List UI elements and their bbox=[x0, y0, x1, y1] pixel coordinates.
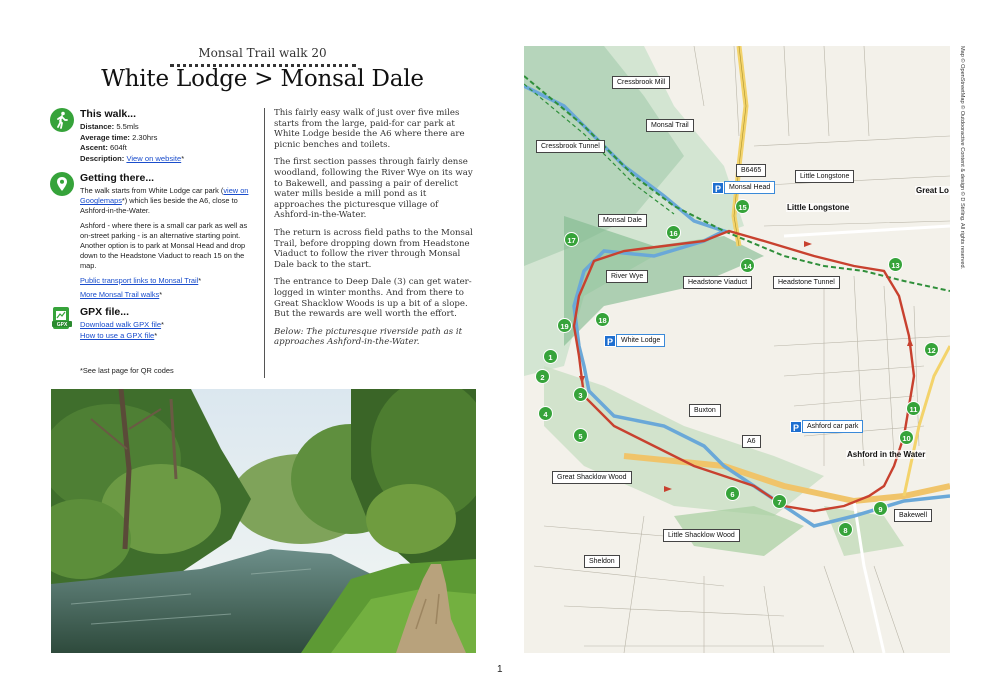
ascent-label: Ascent: bbox=[80, 143, 108, 152]
waypoint-5: 5 bbox=[573, 428, 588, 443]
view-on-website-link[interactable]: View on website bbox=[126, 153, 182, 163]
download-star: * bbox=[161, 320, 165, 330]
download-gpx-link[interactable]: Download walk GPX file bbox=[80, 320, 162, 330]
distance-label: Distance: bbox=[80, 122, 115, 131]
label-ashford-car-park: Ashford car park bbox=[802, 420, 863, 433]
page-title: White Lodge > Monsal Dale bbox=[101, 66, 424, 92]
label-headstone-viaduct: Headstone Viaduct bbox=[683, 276, 752, 289]
waypoint-1: 1 bbox=[543, 349, 558, 364]
transport-row bbox=[80, 276, 255, 286]
label-monsal-trail: Monsal Trail bbox=[646, 119, 694, 132]
svg-text:GPX: GPX bbox=[56, 322, 68, 329]
ascent-row bbox=[80, 143, 255, 154]
label-cressbrook-tunnel: Cressbrook Tunnel bbox=[536, 140, 605, 153]
series-title: Monsal Trail walk 20 bbox=[198, 46, 327, 60]
waypoint-19: 19 bbox=[557, 318, 572, 333]
parking-white-lodge bbox=[604, 334, 665, 347]
waypoint-8: 8 bbox=[838, 522, 853, 537]
getting-there-para-2: Ashford - where there is a small car park as well as on-street parking - is an alternative starting point. Another option is to park at Monsal Head and drop down to the Headstone Viaduct to reach 15 on the map. bbox=[80, 220, 248, 271]
column-divider bbox=[264, 108, 265, 378]
label-buxton: Buxton bbox=[689, 404, 721, 417]
label-white-lodge: White Lodge bbox=[616, 334, 665, 347]
label-great-shacklow-wood: Great Shacklow Wood bbox=[552, 471, 632, 484]
label-little-shacklow-wood: Little Shacklow Wood bbox=[663, 529, 740, 542]
waypoint-13: 13 bbox=[888, 257, 903, 272]
description-star: * bbox=[181, 153, 185, 163]
waypoint-6: 6 bbox=[725, 486, 740, 501]
waypoint-14: 14 bbox=[740, 258, 755, 273]
waypoint-15: 15 bbox=[735, 199, 750, 214]
label-headstone-tunnel: Headstone Tunnel bbox=[773, 276, 840, 289]
label-river-wye: River Wye bbox=[606, 270, 648, 283]
public-transport-link[interactable]: Public transport links to Monsal Trail bbox=[80, 275, 199, 285]
waypoint-12: 12 bbox=[924, 342, 939, 357]
label-cressbrook-mill: Cressbrook Mill bbox=[612, 76, 670, 89]
route-map[interactable] bbox=[524, 46, 950, 653]
page-number: 1 bbox=[497, 664, 503, 675]
riverside-photo bbox=[51, 389, 476, 653]
map-credit-text: Map © OpenStreetMap © Outdooractive Content & design © D Stirling. All rights reserved. bbox=[959, 46, 965, 270]
parking-ashford bbox=[790, 420, 863, 433]
waypoint-18: 18 bbox=[595, 312, 610, 327]
waypoint-3: 3 bbox=[573, 387, 588, 402]
howto-star: * bbox=[154, 330, 158, 340]
parking-monsal-head bbox=[712, 181, 775, 194]
more-walks-link[interactable]: More Monsal Trail walks bbox=[80, 289, 160, 299]
place-ashford: Ashford in the Water bbox=[847, 450, 926, 459]
this-walk-heading: This walk... bbox=[80, 108, 137, 120]
waypoint-11: 11 bbox=[906, 401, 921, 416]
gpx-heading: GPX file... bbox=[80, 306, 130, 319]
qr-note: *See last page for QR codes bbox=[80, 366, 174, 375]
photo-caption: Below: The picturesque riverside path as it approaches Ashford-in-the-Water. bbox=[274, 326, 463, 348]
body-paragraph-4: The entrance to Deep Dale (3) can get water-logged in winter months. And from there to Great Shacklow Woods is up a bit of a slope. But the rewards are well worth the effort. bbox=[274, 277, 472, 320]
label-bakewell: Bakewell bbox=[894, 509, 932, 522]
hiker-icon bbox=[50, 108, 74, 132]
parking-icon: P bbox=[712, 182, 724, 194]
parking-icon: P bbox=[790, 421, 802, 433]
description-row bbox=[80, 154, 255, 165]
body-paragraph-1: This fairly easy walk of just over five miles starts from the large, paid-for car park at White Lodge beside the A6 where there are picnic benches and toilets. bbox=[274, 108, 465, 150]
getting-there-heading: Getting there... bbox=[80, 172, 155, 184]
time-row bbox=[80, 133, 255, 144]
waypoint-10: 10 bbox=[899, 430, 914, 445]
place-little-longstone: Little Longstone bbox=[787, 203, 850, 212]
map-credit bbox=[955, 46, 967, 376]
label-little-longstone-box: Little Longstone bbox=[795, 170, 854, 183]
gpx-section bbox=[50, 306, 255, 341]
more-walks-star: * bbox=[159, 289, 163, 299]
label-monsal-dale: Monsal Dale bbox=[598, 214, 647, 227]
this-walk-section bbox=[50, 108, 255, 164]
googlemaps-link[interactable]: view on Googlemaps bbox=[80, 186, 249, 206]
waypoint-7: 7 bbox=[772, 494, 787, 509]
waypoint-4: 4 bbox=[538, 406, 553, 421]
info-column bbox=[50, 108, 255, 347]
place-great-longstone: Great Lo bbox=[916, 186, 949, 195]
waypoint-2: 2 bbox=[535, 369, 550, 384]
label-sheldon: Sheldon bbox=[584, 555, 620, 568]
waypoint-9: 9 bbox=[873, 501, 888, 516]
waypoint-16: 16 bbox=[666, 225, 681, 240]
body-paragraph-3: The return is across field paths to the Monsal Trail, before dropping down from Headstone Viaduct to follow the river through Monsal Dale back to the start. bbox=[274, 227, 473, 270]
time-label: Average time: bbox=[80, 132, 130, 142]
getting-there-section bbox=[50, 172, 255, 300]
gpx-download-row bbox=[80, 320, 255, 331]
label-monsal-head: Monsal Head bbox=[724, 181, 775, 194]
body-paragraph-2: The first section passes through fairly dense woodland, following the River Wye on its way to Bakewell, and passing a pair of derelict water mills beside a mill pond as it approaches the picturesque village of Ashford-in-the-Water. bbox=[274, 157, 473, 221]
parking-icon: P bbox=[604, 335, 616, 347]
gpx-file-icon bbox=[50, 306, 74, 330]
location-pin-icon bbox=[50, 172, 74, 196]
transport-star: * bbox=[198, 275, 202, 285]
distance-value: 5.5mls bbox=[116, 122, 139, 131]
description-label: Description: bbox=[80, 153, 125, 163]
waypoint-17: 17 bbox=[564, 232, 579, 247]
getting-there-text: The walk starts from White Lodge car park ( bbox=[80, 186, 224, 195]
ascent-value: 604ft bbox=[109, 143, 127, 152]
label-b6465: B6465 bbox=[736, 164, 766, 177]
time-value: 2.30hrs bbox=[132, 132, 158, 142]
how-to-gpx-link[interactable]: How to use a GPX file bbox=[80, 330, 155, 340]
body-text bbox=[274, 108, 477, 355]
gpx-howto-row bbox=[80, 331, 255, 342]
getting-there-para-1 bbox=[80, 186, 255, 217]
getting-there-text-end: *) which lies beside the A6, close to Ashford-in-the-Water. bbox=[80, 196, 238, 216]
label-a6: A6 bbox=[742, 435, 761, 448]
distance-row bbox=[80, 122, 255, 133]
more-walks-row bbox=[80, 290, 255, 300]
